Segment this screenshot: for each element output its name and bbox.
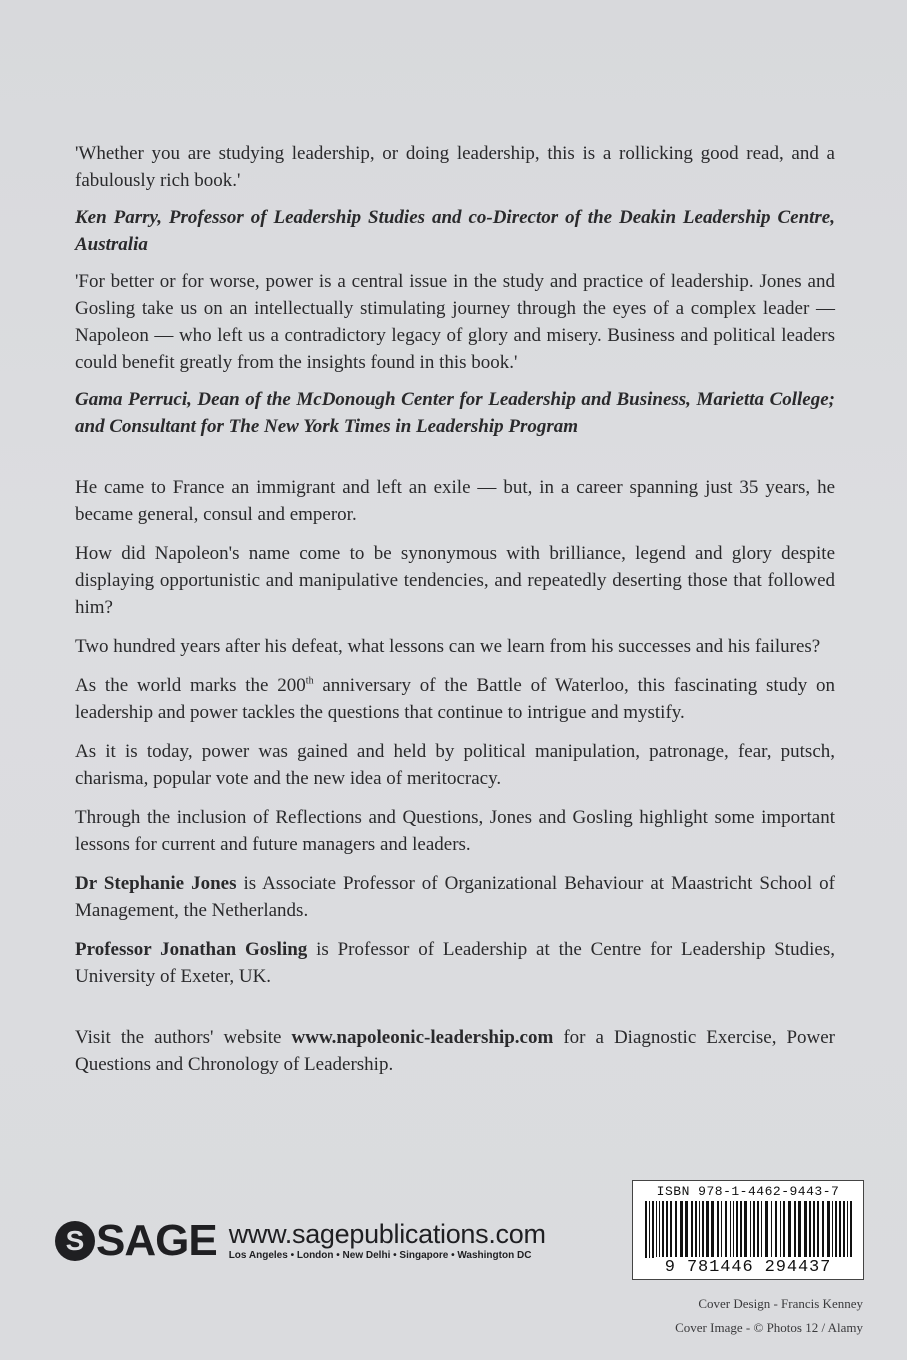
barcode-bar: [753, 1201, 755, 1257]
barcode-bar: [780, 1201, 781, 1257]
authors-website-link[interactable]: www.napoleonic-leadership.com: [291, 1027, 554, 1048]
author-bio-2: [75, 936, 835, 990]
barcode-bar: [765, 1201, 768, 1257]
barcode-bar: [783, 1201, 785, 1257]
barcode-bar: [730, 1201, 731, 1257]
publisher-info: [229, 1219, 546, 1263]
barcode-bar: [733, 1201, 734, 1257]
barcode-bar: [721, 1201, 722, 1257]
barcode-bar: [740, 1201, 742, 1257]
barcode-bar: [675, 1201, 677, 1257]
barcode-bar: [850, 1201, 852, 1257]
endorsement-attribution-1: Ken Parry, Professor of Leadership Studies and co-Director of the Deakin Leadership Centre, Australia: [75, 207, 835, 255]
barcode-bar: [804, 1201, 807, 1257]
barcode-bar: [794, 1201, 796, 1257]
isbn-label: ISBN 978-1-4462-9443-7: [656, 1184, 840, 1199]
barcode-bar: [817, 1201, 819, 1257]
sage-logo-icon: S: [55, 1221, 95, 1261]
publisher-block: [55, 1213, 546, 1269]
blurb-paragraph-5: As it is today, power was gained and held by political manipulation, patronage, fear, putsch, charisma, popular vote and the new idea of meritocracy.: [75, 741, 835, 789]
website-note: [75, 1024, 835, 1078]
barcode-bar: [702, 1201, 704, 1257]
barcode-bar: [788, 1201, 791, 1257]
author-bio-text-1: is Associate Professor of Organizational Behaviour at Maastricht School of Management, the Netherlands.: [75, 873, 835, 921]
barcode-bar: [835, 1201, 837, 1257]
barcode-bar: [736, 1201, 738, 1257]
isbn-digits: 9 781446 294437: [639, 1258, 857, 1277]
barcode-bar: [843, 1201, 845, 1257]
barcode-bar: [656, 1201, 657, 1257]
barcode-bar: [757, 1201, 759, 1257]
publisher-url[interactable]: www.sagepublications.com: [228, 1219, 546, 1249]
sage-logo-word: SAGE: [96, 1216, 217, 1265]
ordinal-suffix: th: [305, 675, 314, 687]
cover-image-credit: Cover Image - © Photos 12 / Alamy: [675, 1320, 863, 1335]
barcode-bar: [822, 1201, 824, 1257]
cover-design-credit: Cover Design - Francis Kenney: [698, 1296, 863, 1311]
barcode-bar: [798, 1201, 801, 1257]
blurb-paragraph-3: Two hundred years after his defeat, what lessons can we learn from his successes and his failures?: [75, 636, 821, 657]
barcode-bar: [680, 1201, 683, 1257]
barcode-bar: [706, 1201, 709, 1257]
endorsement-quote-2: 'For better or for worse, power is a central issue in the study and practice of leadership. Jones and Gosling take us on an intellectually stimulating journey through the eyes of a complex leader — Napoleon — who left us a contradictory legacy of glory and misery. Business and political leaders could benefit greatly from the insights found in this book.': [75, 271, 835, 373]
endorsement-quote-1: 'Whether you are studying leadership, or doing leadership, this is a rollicking good read, and a fabulously rich book.': [75, 143, 835, 191]
blurb-p4-start: As the world marks the 200: [75, 675, 306, 696]
barcode-bar: [775, 1201, 777, 1257]
barcode-bar: [691, 1201, 693, 1257]
barcode-bar: [711, 1201, 714, 1257]
blurb-paragraph-6: Through the inclusion of Reflections and Questions, Jones and Gosling highlight some important lessons for current and future managers and leaders.: [75, 807, 835, 855]
barcode-bar: [813, 1201, 815, 1257]
barcode-bar: [847, 1201, 848, 1257]
barcode-bar: [832, 1201, 833, 1257]
barcode-bar: [761, 1201, 762, 1257]
barcode-bar: [652, 1201, 654, 1263]
isbn-barcode: [632, 1180, 864, 1280]
barcode-bar: [685, 1201, 688, 1257]
barcode-bar: [695, 1201, 697, 1257]
barcode-bar: [666, 1201, 668, 1257]
barcode-bar: [699, 1201, 700, 1257]
barcode-bar: [827, 1201, 830, 1257]
blurb-paragraph-1: He came to France an immigrant and left an exile — but, in a career spanning just 35 years, he became general, consul and emperor.: [75, 477, 835, 525]
barcode-bars: [641, 1201, 857, 1263]
website-note-start: Visit the authors' website: [75, 1027, 292, 1048]
sage-logo: [55, 1216, 217, 1265]
author-name-1: Dr Stephanie Jones: [75, 873, 237, 894]
author-bio-text-2: is Professor of Leadership at the Centre for Leadership Studies, University of Exeter, UK.: [75, 939, 835, 987]
cover-text: [75, 140, 835, 1078]
cover-credits: [675, 1292, 863, 1340]
barcode-bar: [662, 1201, 664, 1257]
blurb-paragraph-4: [75, 672, 835, 726]
barcode-bar: [649, 1201, 650, 1263]
barcode-bar: [725, 1201, 727, 1257]
barcode-bar: [809, 1201, 811, 1257]
author-bio-1: [75, 870, 835, 924]
author-name-2: Professor Jonathan Gosling: [75, 939, 308, 960]
barcode-bar: [645, 1201, 647, 1263]
blurb-paragraph-2: How did Napoleon's name come to be synonymous with brilliance, legend and glory despite displaying opportunistic and manipulative tendencies, and repeatedly deserting those that followed him?: [75, 543, 835, 618]
blurb-p4-end: anniversary of the Battle of Waterloo, this fascinating study on leadership and power tackles the questions that continue to intrigue and mystify.: [75, 675, 835, 723]
barcode-bar: [750, 1201, 751, 1257]
publisher-cities: Los Angeles • London • New Delhi • Singapore • Washington DC: [228, 1250, 532, 1261]
barcode-bar: [771, 1201, 772, 1257]
website-note-end: for a Diagnostic Exercise, Power Questions and Chronology of Leadership.: [75, 1027, 836, 1075]
barcode-bar: [717, 1201, 719, 1257]
endorsement-attribution-2: Gama Perruci, Dean of the McDonough Center for Leadership and Business, Marietta College; and Consultant for The New York Times in Leadership Program: [75, 389, 835, 437]
barcode-bar: [839, 1201, 841, 1257]
barcode-bar: [659, 1201, 660, 1257]
barcode-bar: [670, 1201, 672, 1257]
barcode-bar: [744, 1201, 747, 1257]
